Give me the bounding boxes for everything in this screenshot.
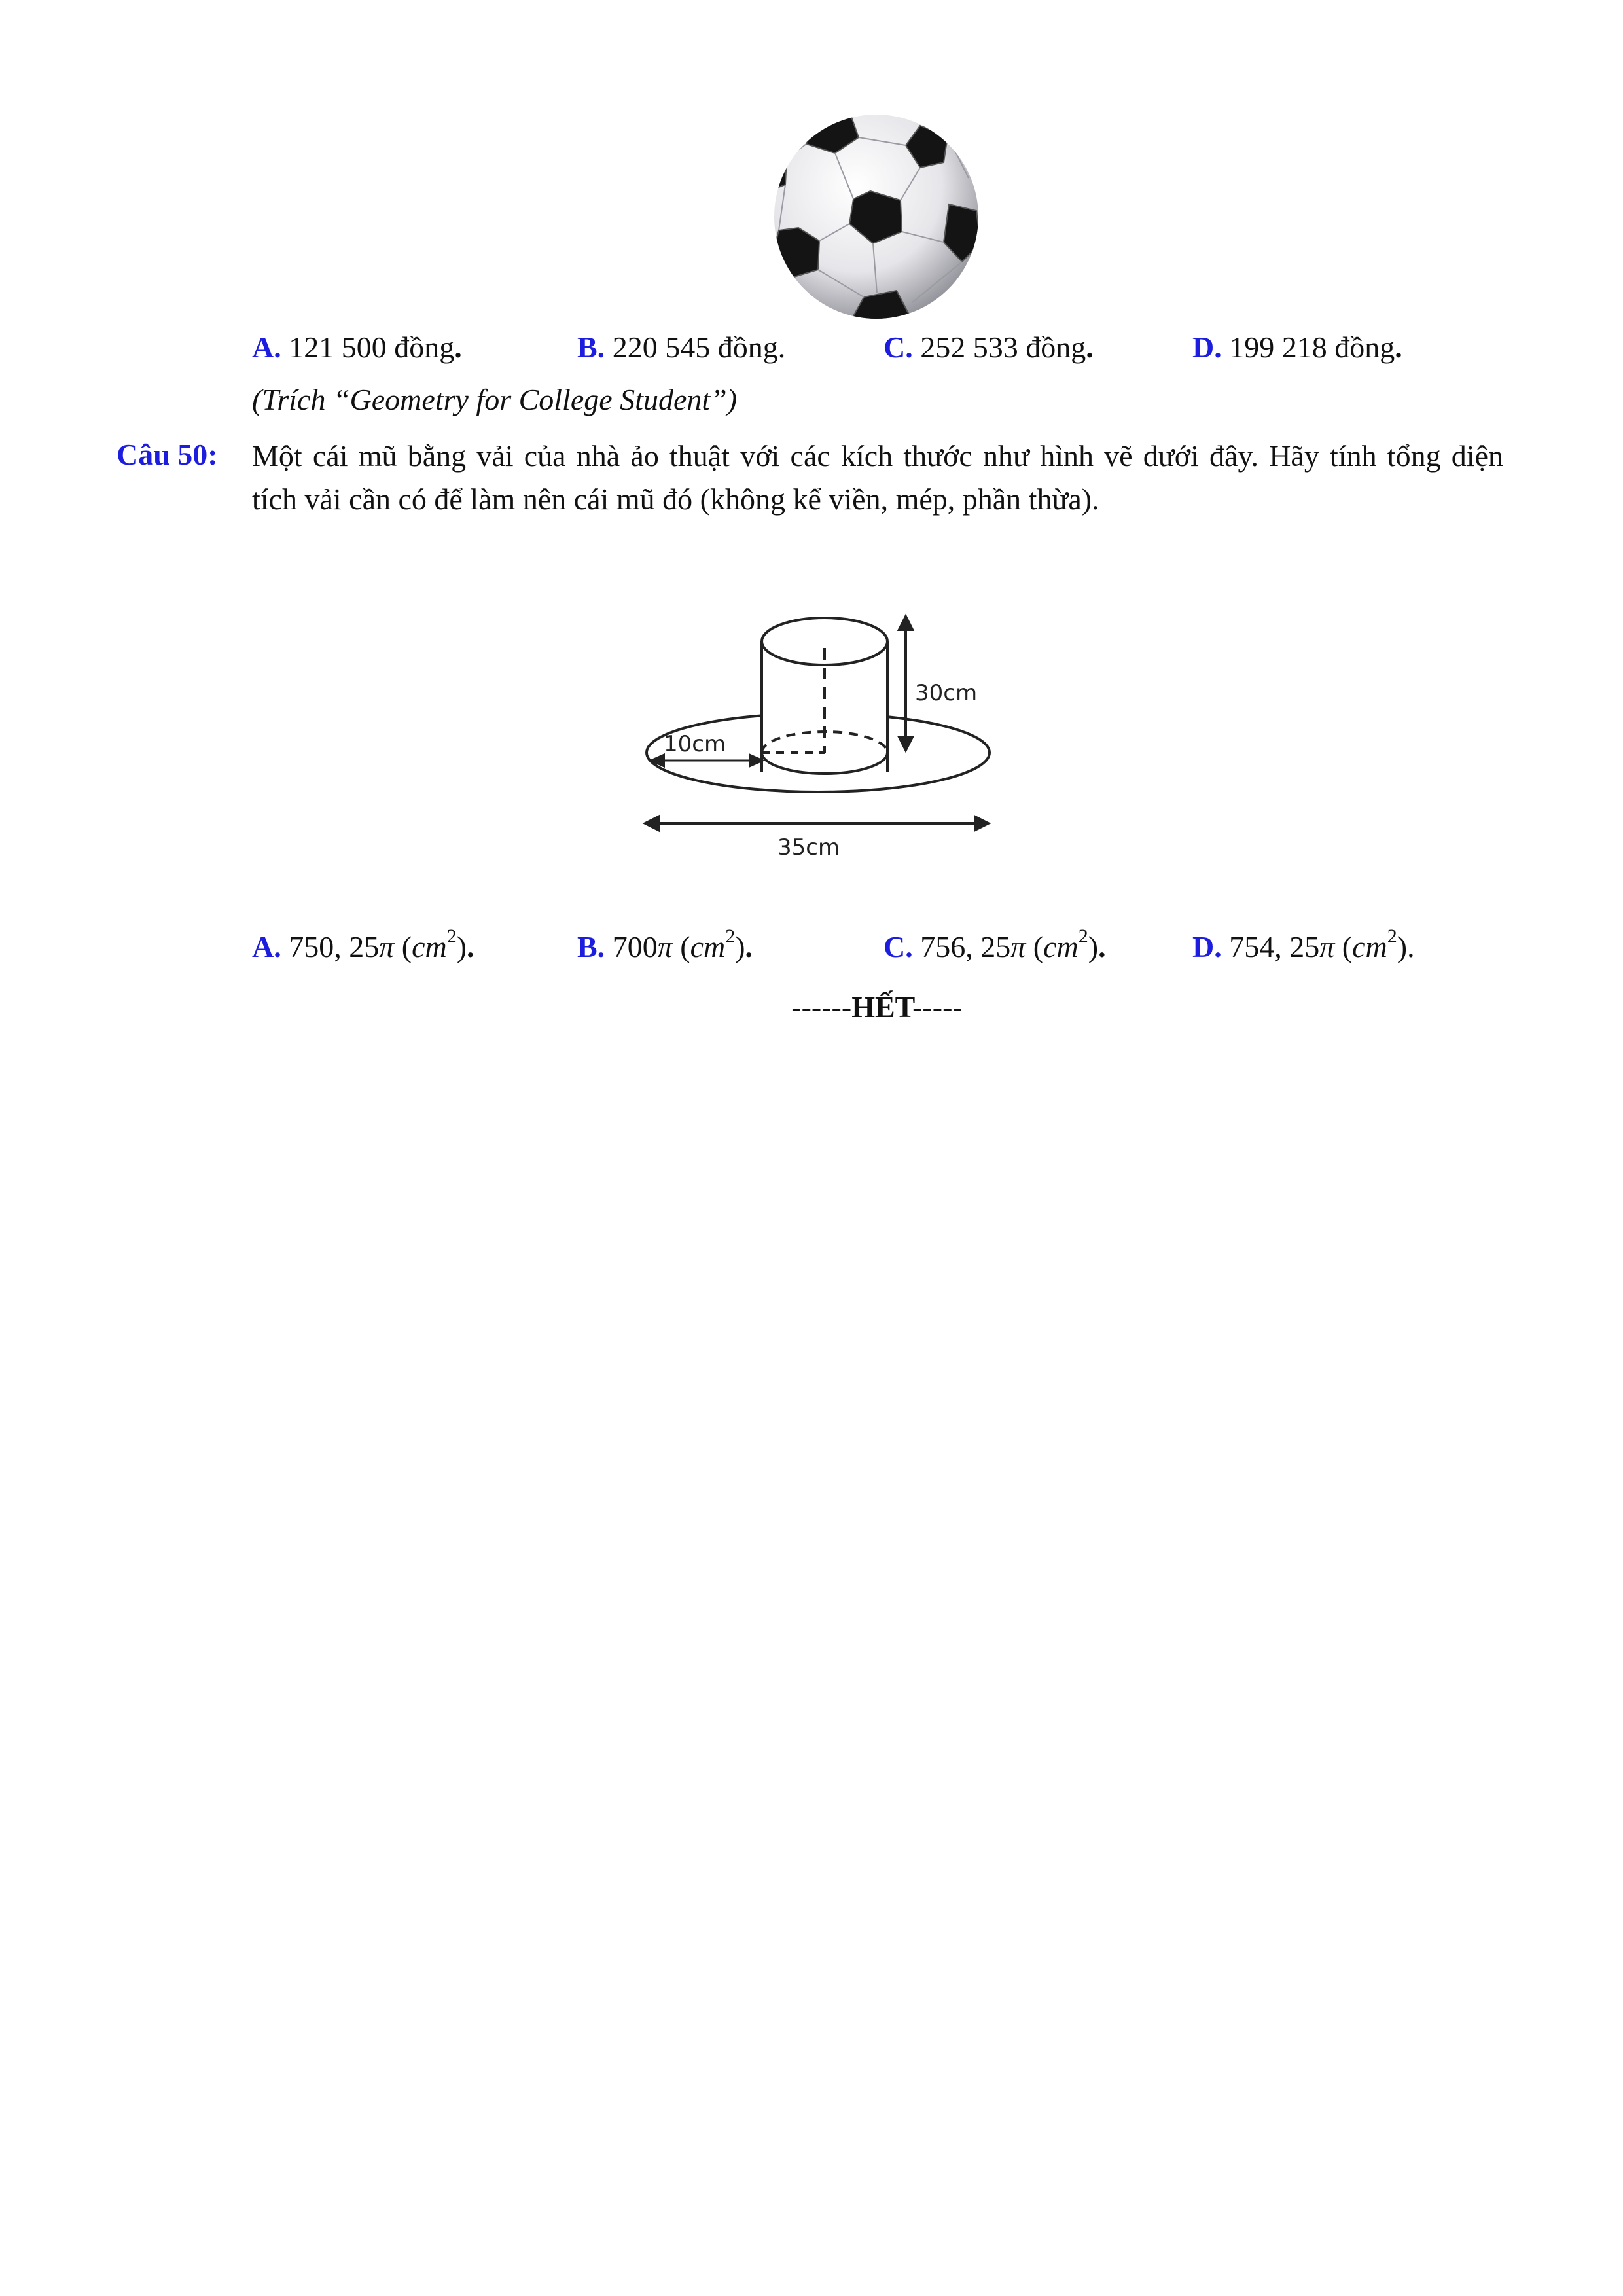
unit-close: ) [735,930,745,963]
unit-open: ( [1342,930,1353,963]
unit-exponent: 2 [446,925,457,947]
q49-option-b [577,330,785,365]
option-end: . [1086,331,1094,364]
option-value: 756, 25 [920,930,1011,963]
hat-figure [628,589,1008,864]
unit-open: ( [680,930,690,963]
q50-option-d [1192,925,1415,964]
option-end: . [454,331,462,364]
unit-exponent: 2 [725,925,736,947]
q50-text-line1: Một cái mũ bằng vải của nhà ảo thuật với các kích thước như hình vẽ dưới đây. Hãy tính tổng diện [252,439,1503,473]
unit-open: ( [401,930,412,963]
q49-option-a [252,330,462,365]
q50-option-c [883,925,1106,964]
unit: cm [1352,930,1387,963]
end-marker: ------HẾT----- [791,990,963,1024]
unit: cm [1043,930,1079,963]
soccer-ball-image [772,113,980,321]
option-label: A. [252,331,281,364]
radius-label: 10cm [664,731,726,757]
pi-symbol: π [1319,930,1335,963]
unit-close: ) [1397,930,1408,963]
pi-symbol: π [657,930,673,963]
option-label: D. [1192,930,1222,963]
option-text: 252 533 đồng [920,331,1086,364]
q49-option-d [1192,330,1402,365]
option-value: 750, 25 [289,930,380,963]
option-label: C. [883,331,913,364]
unit-close: ) [1088,930,1099,963]
option-end: . [1098,930,1106,963]
q49-source-citation: (Trích “Geometry for College Student”) [252,383,738,416]
option-end: . [1395,331,1402,364]
unit-close: ) [456,930,467,963]
pi-symbol: π [379,930,395,963]
option-end: . [467,930,474,963]
height-label: 30cm [915,680,978,706]
unit-open: ( [1033,930,1044,963]
option-value: 700 [612,930,658,963]
unit-exponent: 2 [1078,925,1088,947]
unit-exponent: 2 [1387,925,1397,947]
option-end: . [1407,930,1415,963]
option-label: B. [577,930,605,963]
pi-symbol: π [1010,930,1026,963]
option-label: A. [252,930,281,963]
q50-number: Câu 50: [116,438,218,471]
option-end: . [745,930,753,963]
q50-text-line2: tích vải cần có để làm nên cái mũ đó (không kể viền, mép, phần thừa). [252,482,1099,516]
option-end: . [777,331,786,364]
option-text: 199 218 đồng [1229,331,1395,364]
q50-option-b [577,925,753,964]
diameter-label: 35cm [777,834,840,861]
q50-option-a [252,925,474,964]
unit: cm [690,930,726,963]
option-label: B. [577,331,605,364]
unit: cm [412,930,447,963]
option-text: 121 500 đồng [289,331,455,364]
option-text: 220 545 đồng [612,331,778,364]
option-value: 754, 25 [1229,930,1320,963]
option-label: C. [883,930,913,963]
q49-option-c [883,330,1094,365]
option-label: D. [1192,331,1222,364]
